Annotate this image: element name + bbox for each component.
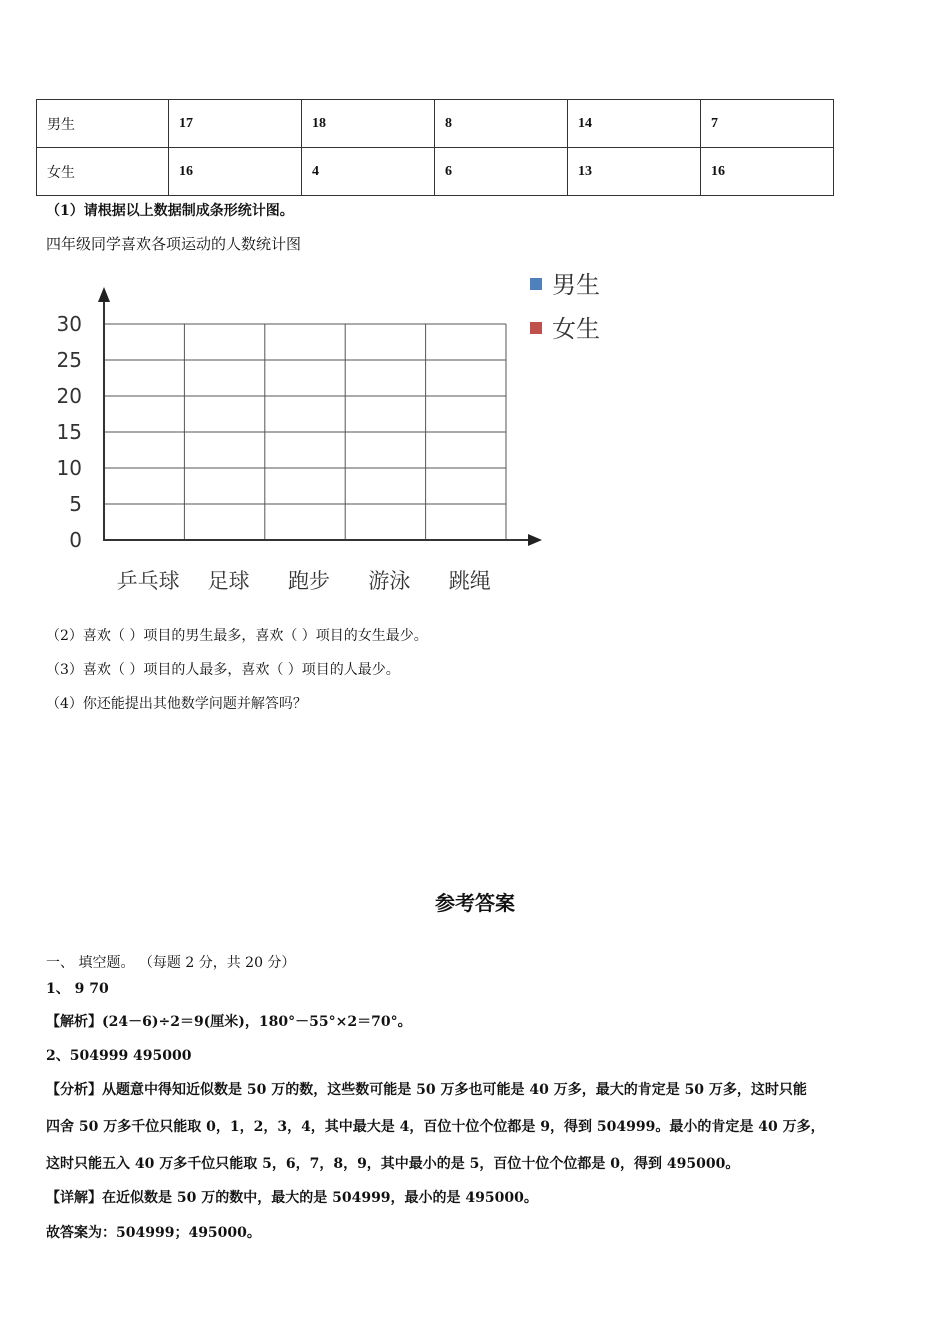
y-tick-label: 30 <box>56 312 82 336</box>
y-tick-label: 25 <box>56 348 82 372</box>
analysis-line-2: 四舍 50 万多千位只能取 0，1，2，3，4，其中最大是 4，百位十位个位都是 9，得到 504999。最小的肯定是 40 万多， <box>46 1119 825 1135</box>
table-cell: 16 <box>701 148 834 196</box>
x-category-labels <box>117 569 491 593</box>
y-axis-arrow <box>98 287 110 302</box>
answer-2: 2、504999 495000 <box>46 1048 192 1064</box>
table-row <box>37 148 834 196</box>
answer-1-explanation <box>46 1011 412 1031</box>
table-cell: 16 <box>169 148 302 196</box>
data-table <box>36 99 834 196</box>
x-axis-arrow <box>528 534 542 546</box>
table-cell: 17 <box>169 100 302 148</box>
y-tick-label: 15 <box>56 420 82 444</box>
row-label: 女生 <box>37 148 169 196</box>
answer-2-analysis <box>46 1079 807 1099</box>
answer-2-detail <box>46 1187 538 1207</box>
legend-swatch <box>530 278 542 290</box>
table-cell: 7 <box>701 100 834 148</box>
y-tick-label: 0 <box>69 528 82 552</box>
section-heading: 一、 填空题。 （每题 2 分，共 20 分） <box>46 955 296 971</box>
chart-grid <box>104 324 506 540</box>
table-cell: 8 <box>435 100 568 148</box>
answer-title: 参考答案 <box>435 891 515 915</box>
x-category-label: 乒乓球 <box>116 569 180 593</box>
chart-title: 四年级同学喜欢各项运动的人数统计图 <box>46 235 302 253</box>
y-tick-labels <box>57 312 82 552</box>
tag-xiangjie: 【详解】 <box>46 1190 102 1206</box>
legend-label: 女生 <box>552 315 600 343</box>
x-category-label: 跑步 <box>288 569 330 593</box>
table-cell: 18 <box>302 100 435 148</box>
x-category-label: 足球 <box>207 569 250 593</box>
tag-jiexi: 【解析】 <box>46 1014 102 1030</box>
analysis-text: 从题意中得知近似数是 50 万的数，这些数可能是 50 万多也可能是 40 万多，最大的肯定是 50 万多，这时只能 <box>102 1082 807 1098</box>
tag-fenxi: 【分析】 <box>46 1082 102 1098</box>
question-4: （4）你还能提出其他数学问题并解答吗？ <box>46 696 307 712</box>
table-cell: 6 <box>435 148 568 196</box>
legend-swatch <box>530 322 542 334</box>
table-cell: 13 <box>568 148 701 196</box>
answer-1: 1、 9 70 <box>46 981 109 997</box>
bar-chart <box>0 260 700 610</box>
question-1: （1）请根据以上数据制成条形统计图。 <box>46 203 294 219</box>
row-label: 男生 <box>37 100 169 148</box>
chart-legend <box>530 271 600 343</box>
table-cell: 14 <box>568 100 701 148</box>
question-2: （2）喜欢（ ）项目的男生最多，喜欢（ ）项目的女生最少。 <box>46 628 428 644</box>
table-row <box>37 100 834 148</box>
x-category-label: 跳绳 <box>448 569 491 593</box>
y-tick-label: 5 <box>69 492 82 516</box>
explanation-text: (24－6)÷2＝9(厘米)，180°－55°×2＝70°。 <box>102 1014 412 1030</box>
detail-text: 在近似数是 50 万的数中，最大的是 504999，最小的是 495000。 <box>102 1190 538 1206</box>
question-3: （3）喜欢（ ）项目的人最多，喜欢（ ）项目的人最少。 <box>46 662 400 678</box>
analysis-line-3: 这时只能五入 40 万多千位只能取 5，6，7，8，9，其中最小的是 5，百位十位个位都是 0，得到 495000。 <box>46 1156 740 1172</box>
answer-2-final: 故答案为：504999；495000。 <box>46 1225 261 1241</box>
chart-axes <box>98 287 542 546</box>
y-tick-label: 20 <box>56 384 82 408</box>
y-tick-label: 10 <box>56 456 82 480</box>
table-cell: 4 <box>302 148 435 196</box>
x-category-label: 游泳 <box>368 569 411 593</box>
legend-label: 男生 <box>552 271 600 299</box>
